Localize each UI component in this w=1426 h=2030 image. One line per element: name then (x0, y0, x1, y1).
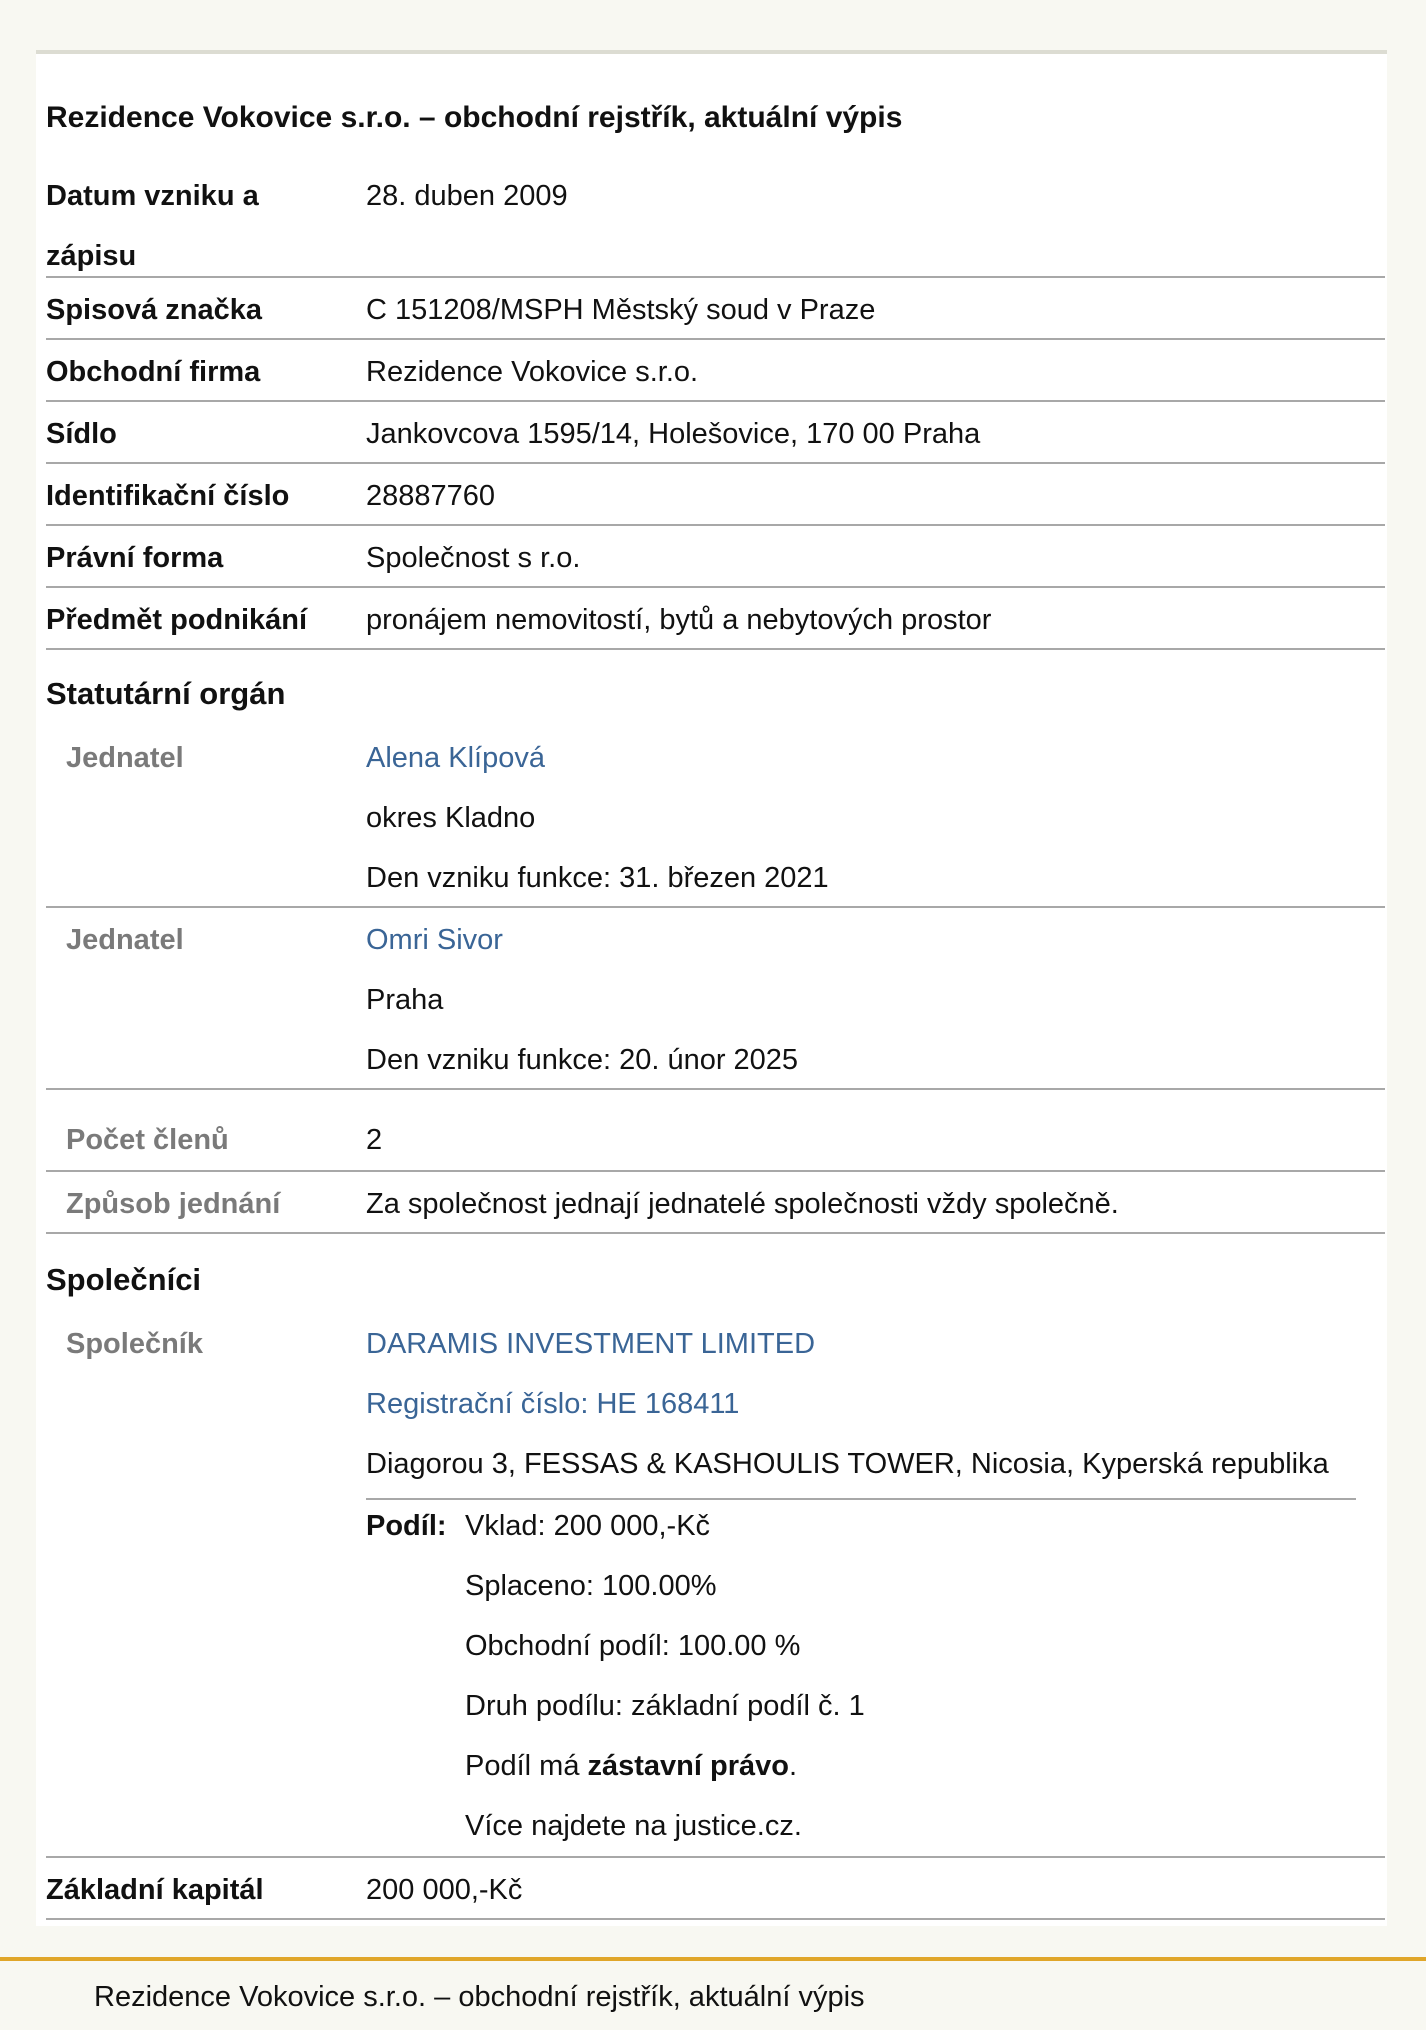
value-jednatel-1-since: Den vzniku funkce: 31. březen 2021 (366, 862, 829, 894)
row-ico (46, 464, 1385, 526)
lien-suffix: . (788, 1750, 798, 1782)
link-spolecnik-reg-number[interactable]: Registrační číslo: HE 168411 (366, 1388, 740, 1420)
share-divider (366, 1498, 1356, 1500)
section-statutarni-organ: Statutární orgán (46, 676, 286, 711)
value-zastavni-pravo (465, 1752, 797, 1781)
value-spolecnik-address: Diagorou 3, FESSAS & KASHOULIS TOWER, Nicosia, Kyperská republika (366, 1448, 1329, 1480)
row-spolecnik (46, 1312, 1385, 1858)
row-datum-vzniku (46, 162, 1385, 278)
row-pravni-forma (46, 526, 1385, 588)
link-spolecnik-name[interactable]: DARAMIS INVESTMENT LIMITED (366, 1328, 816, 1360)
value-splaceno: Splaceno: 100.00% (465, 1570, 717, 1602)
link-jednatel-2-name[interactable]: Omri Sivor (366, 924, 503, 956)
label-datum-vzniku-line2: zápisu (46, 240, 137, 272)
row-zpusob-jednani (46, 1172, 1385, 1234)
value-zakladni-kapital: 200 000,-Kč (366, 1874, 523, 1906)
value-obchodni-firma: Rezidence Vokovice s.r.o. (366, 356, 699, 388)
label-spisova-znacka: Spisová značka (46, 294, 262, 326)
value-spisova-znacka: C 151208/MSPH Městský soud v Praze (366, 294, 876, 326)
row-predmet (46, 588, 1385, 650)
value-datum-vzniku: 28. duben 2009 (366, 180, 568, 212)
label-predmet: Předmět podnikání (46, 604, 308, 636)
label-sidlo: Sídlo (46, 418, 117, 450)
value-predmet: pronájem nemovitostí, bytů a nebytových prostor (366, 604, 992, 636)
label-pocet-clenu: Počet členů (66, 1124, 229, 1156)
extract-card (36, 50, 1387, 1926)
row-spisova-znacka (46, 278, 1385, 340)
value-ico: 28887760 (366, 480, 496, 512)
label-jednatel-2: Jednatel (66, 924, 184, 956)
value-pravni-forma: Společnost s r.o. (366, 542, 581, 574)
footer-title: Rezidence Vokovice s.r.o. – obchodní rejstřík, aktuální výpis (94, 1981, 865, 2013)
label-podil: Podíl: (366, 1510, 447, 1542)
value-jednatel-1-location: okres Kladno (366, 802, 536, 834)
label-zakladni-kapital: Základní kapitál (46, 1874, 264, 1906)
label-jednatel-1: Jednatel (66, 742, 184, 774)
value-jednatel-2-location: Praha (366, 984, 444, 1016)
value-druh-podilu: Druh podílu: základní podíl č. 1 (465, 1690, 865, 1722)
row-jednatel-2 (46, 908, 1385, 1090)
footer-divider (0, 1957, 1426, 1961)
label-pravni-forma: Právní forma (46, 542, 224, 574)
value-jednatel-2-since: Den vzniku funkce: 20. únor 2025 (366, 1044, 799, 1076)
link-jednatel-1-name[interactable]: Alena Klípová (366, 742, 545, 774)
label-datum-vzniku-line1: Datum vzniku a (46, 180, 259, 212)
value-sidlo: Jankovcova 1595/14, Holešovice, 170 00 Praha (366, 418, 981, 450)
row-zakladni-kapital (46, 1858, 1385, 1920)
value-pocet-clenu: 2 (366, 1124, 383, 1156)
value-vklad: Vklad: 200 000,-Kč (465, 1510, 711, 1542)
label-zpusob-jednani: Způsob jednání (66, 1188, 281, 1220)
row-sidlo (46, 402, 1385, 464)
row-pocet-clenu (46, 1090, 1385, 1172)
value-zpusob-jednani: Za společnost jednají jednatelé společnosti vždy společně. (366, 1188, 1119, 1220)
value-vice-info: Více najdete na justice.cz. (465, 1810, 802, 1842)
row-obchodni-firma (46, 340, 1385, 402)
page-title: Rezidence Vokovice s.r.o. – obchodní rejstřík, aktuální výpis (46, 101, 903, 134)
label-spolecnik: Společník (66, 1328, 203, 1360)
value-obchodni-podil: Obchodní podíl: 100.00 % (465, 1630, 801, 1662)
section-spolecnici: Společníci (46, 1262, 202, 1297)
label-ico: Identifikační číslo (46, 480, 290, 512)
row-jednatel-1 (46, 726, 1385, 908)
lien-prefix: Podíl má (465, 1750, 588, 1782)
label-obchodni-firma: Obchodní firma (46, 356, 261, 388)
lien-bold: zástavní právo (587, 1750, 789, 1782)
